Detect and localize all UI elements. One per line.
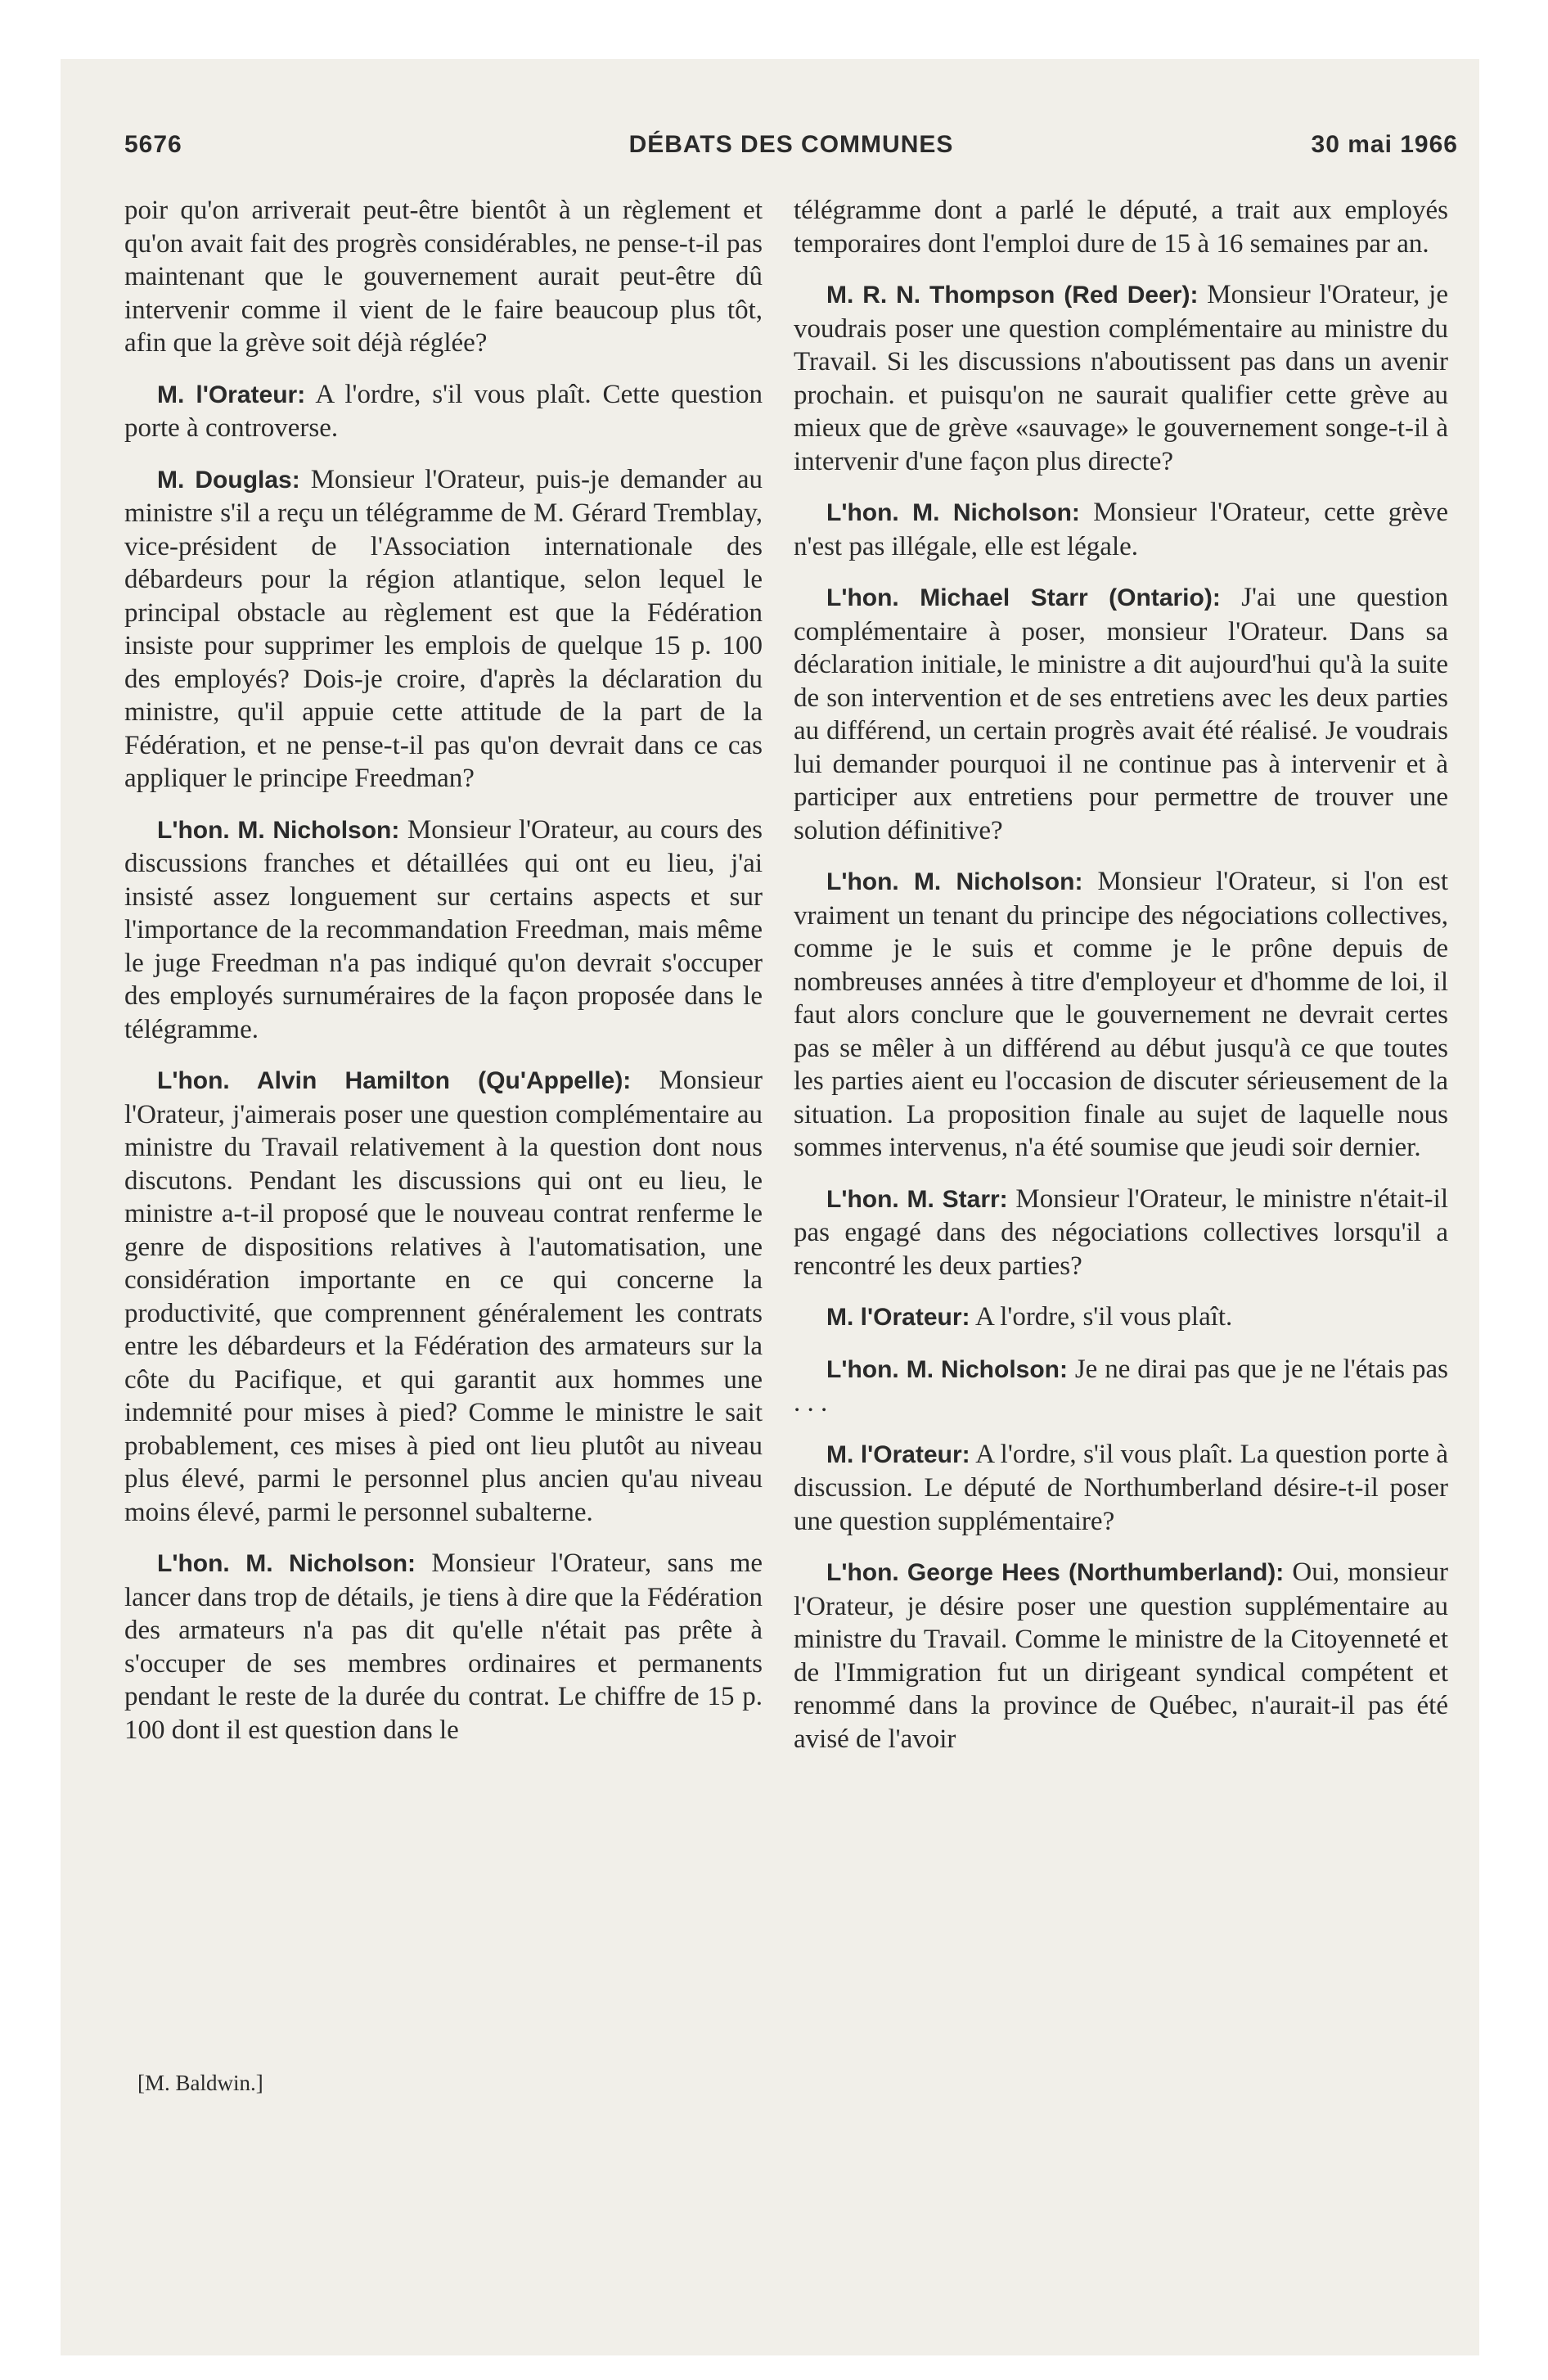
speaker-name: L'hon. M. Nicholson: [826, 868, 1083, 895]
paragraph [794, 194, 1448, 260]
paragraph [124, 194, 763, 360]
paragraph [124, 1547, 763, 1747]
paragraph-text: Monsieur l'Orateur, le ministre n'était-il pas engagé dans des négociations collectives lorsqu'il a rencontré les deux parties? [794, 1183, 1449, 1281]
speaker-name: L'hon. Alvin Hamilton (Qu'Appelle): [157, 1067, 632, 1094]
speaker-name: L'hon. Michael Starr (Ontario): [826, 584, 1221, 611]
speaker-name: L'hon. George Hees (Northumberland): [826, 1559, 1285, 1586]
paragraph [794, 581, 1448, 847]
paragraph [794, 865, 1448, 1165]
page-header [124, 131, 1458, 167]
paragraph [794, 1183, 1448, 1283]
paragraph-text: A l'ordre, s'il vous plaît. La question porte à discussion. Le député de Northumberland désire-t-il poser une question supplémentaire? [794, 1439, 1448, 1536]
paragraph-text: Oui, monsieur l'Orateur, je désire poser une question supplémentaire au ministre du Travail. Comme le ministre de la Citoyenneté et de l'Immigration fut un dirigeant syndical compétent et renommé dans la province de Québec, n'aurait-il pas été avisé de l'avoir [794, 1557, 1449, 1754]
speaker-name: M. R. N. Thompson (Red Deer): [826, 282, 1199, 309]
speaker-name: L'hon. M. Starr: [826, 1185, 1008, 1213]
right-column [794, 194, 1448, 1774]
publication-title: DÉBATS DES COMMUNES [628, 131, 954, 158]
paragraph [794, 278, 1448, 478]
paragraph-text: poir qu'on arriverait peut-être bientôt à un règlement et qu'on avait fait des progrès considérables, ne pense-t-il pas maintenant que le gouvernement aurait peut-être dû intervenir comme il vient de le faire beaucoup plus tôt, afin que la grève soit déjà réglée? [124, 196, 763, 358]
paragraph [794, 496, 1448, 563]
paragraph [124, 814, 763, 1047]
paragraph-text: Monsieur l'Orateur, je voudrais poser une question complémentaire au ministre du Travail. Si les discussions n'aboutissent pas dans un avenir prochain. et puisqu'on ne saurait qualifier cette grève au mieux que de grève «sauvage» le gouvernement songe-t-il à intervenir d'une façon plus directe? [794, 280, 1448, 476]
speaker-name: M. l'Orateur: [826, 1304, 970, 1331]
speaker-name: M. l'Orateur: [157, 381, 306, 408]
paragraph-text: Monsieur l'Orateur, sans me lancer dans trop de détails, je tiens à dire que la Fédération des armateurs n'a pas dit qu'elle n'était pas prête à s'occuper de ses membres ordinaires et permanents pendant le reste de la durée du contrat. Le chiffre de 15 p. 100 dont il est question dans le [124, 1548, 763, 1745]
speaker-name: L'hon. M. Nicholson: [826, 499, 1080, 526]
paragraph-text: Monsieur l'Orateur, si l'on est vraiment un tenant du principe des négociations collectives, comme je le suis et comme je le prône depuis de nombreuses années à titre d'employeur et d'homme de loi, il faut alors conclure que le gouvernement ne devrait certes pas se mêler à un différend au début jusqu'à ce que toutes les parties aient eu l'occasion de discuter sérieusement de la situation. La proposition finale au sujet de laquelle nous sommes intervenus, n'a été soumise que jeudi soir dernier. [794, 867, 1449, 1162]
speaker-name: L'hon. M. Nicholson: [157, 816, 400, 844]
speaker-name: L'hon. M. Nicholson: [826, 1355, 1068, 1383]
paragraph [794, 1300, 1448, 1335]
left-column [124, 194, 763, 1765]
footnote: [M. Baldwin.] [137, 2071, 263, 2095]
speaker-name: M. Douglas: [157, 466, 300, 494]
paragraph-text: Monsieur l'Orateur, cette grève n'est pas illégale, elle est légale. [794, 498, 1448, 561]
paragraph [124, 378, 763, 445]
page-number: 5676 [124, 131, 182, 158]
paragraph-text: A l'ordre, s'il vous plaît. Cette question porte à controverse. [124, 379, 763, 443]
paragraph [124, 463, 763, 796]
paragraph [794, 1438, 1448, 1539]
speaker-name: L'hon. M. Nicholson: [157, 1550, 416, 1577]
paragraph-text: J'ai une question complémentaire à poser, monsieur l'Orateur. Dans sa déclaration initiale, le ministre a dit aujourd'hui qu'à la suite de son intervention et de ses entretiens avec les deux parties au différend, un certain progrès avait été réalisé. Je voudrais lui demander pourquoi il ne continue pas à intervenir et à participer aux entretiens pour permettre de trouver une solution définitive? [794, 583, 1449, 845]
speaker-name: M. l'Orateur: [826, 1440, 970, 1468]
paragraph-text: Monsieur l'Orateur, puis-je demander au ministre s'il a reçu un télégramme de M. Gérard Tremblay, vice-président de l'Association internationale des débardeurs pour la région atlantique, selon lequel le principal obstacle au règlement est que la Fédération insiste pour supprimer les emplois de quelque 15 p. 100 des employés? Dois-je croire, d'après la déclaration du ministre, qu'il appuie cette attitude de la part de la Fédération, et ne pense-t-il pas qu'on devrait dans ce cas appliquer le principe Freedman? [124, 464, 763, 793]
paragraph-text: Je ne dirai pas que je ne l'étais pas . . . [794, 1354, 1448, 1418]
paragraph [794, 1353, 1448, 1420]
paragraph-text: Monsieur l'Orateur, au cours des discussions franches et détaillées qui ont eu lieu, j'ai insisté assez longuement sur certains aspects et sur l'importance de la recommandation Freedman, mais même le juge Freedman n'a pas indiqué qu'on devrait s'occuper des employés surnuméraires de la façon proposée dans le télégramme. [124, 814, 763, 1044]
paragraph-text: télégramme dont a parlé le député, a trait aux employés temporaires dont l'emploi dure de 15 à 16 semaines par an. [794, 196, 1448, 259]
paragraph [794, 1556, 1448, 1756]
paragraph-text: A l'ordre, s'il vous plaît. [974, 1302, 1233, 1332]
paragraph-text: Monsieur l'Orateur, j'aimerais poser une question complémentaire au ministre du Travail relativement à la question dont nous discutons. Pendant les discussions qui ont eu lieu, le ministre a-t-il proposé que le nouveau contrat renferme le genre de dispositions relatives à l'automatisation, une considération importante en ce qui concerne la productivité, que comprennent généralement les contrats entre les débardeurs et la Fédération des armateurs sur la côte du Pacifique, et qui garantit aux hommes une indemnité pour mises à pied? Comme le ministre le sait probablement, ces mises à pied ont lieu plutôt au niveau plus élevé, parmi le personnel plus ancien qu'au niveau moins élevé, parmi le personnel subalterne. [124, 1066, 763, 1527]
page-date: 30 mai 1966 [1311, 131, 1458, 158]
paragraph [124, 1064, 763, 1529]
